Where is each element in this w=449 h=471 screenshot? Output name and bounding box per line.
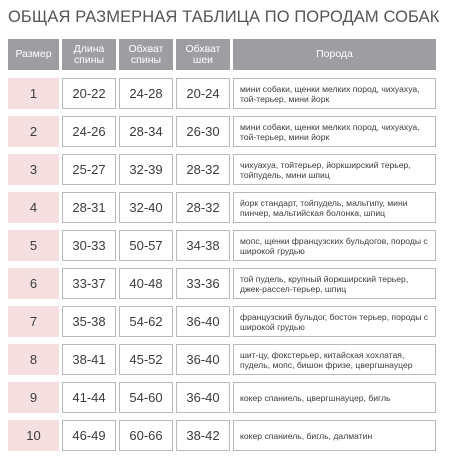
breed-cell: йорк стандарт, тойпудель, мальтипу, мини пинчер, мальтийская болонка, шпиц: [233, 192, 436, 223]
size-cell: 1: [8, 78, 59, 109]
size-cell: 2: [8, 116, 59, 147]
chest-cell: 60-66: [119, 420, 173, 451]
chest-cell: 45-52: [119, 344, 173, 375]
back-length-cell: 20-22: [62, 78, 116, 109]
header-size: Размер: [8, 39, 59, 70]
page-title: ОБЩАЯ РАЗМЕРНАЯ ТАБЛИЦА ПО ПОРОДАМ СОБАК: [8, 8, 440, 26]
neck-cell: 36-40: [176, 382, 230, 413]
header-breed: Порода: [233, 39, 436, 70]
breed-cell: кокер спаниель, бигль, далматин: [233, 420, 436, 451]
breed-cell: шит-цу, фокстерьер, китайская хохлатая, пудель, мопс, бишон фризе, цвергшнауцер: [233, 344, 436, 375]
back-length-cell: 28-31: [62, 192, 116, 223]
back-length-cell: 35-38: [62, 306, 116, 337]
size-cell: 7: [8, 306, 59, 337]
neck-cell: 20-24: [176, 78, 230, 109]
chest-cell: 32-39: [119, 154, 173, 185]
back-length-cell: 46-49: [62, 420, 116, 451]
size-cell: 4: [8, 192, 59, 223]
chest-cell: 54-62: [119, 306, 173, 337]
chest-cell: 24-28: [119, 78, 173, 109]
size-cell: 6: [8, 268, 59, 299]
chest-cell: 50-57: [119, 230, 173, 261]
header-back-length: Длина спины: [62, 39, 116, 70]
breed-cell: мини собаки, щенки мелких пород, чихуахуа, той-терьер, мини йорк: [233, 78, 436, 109]
breed-cell: мини собаки, щенки мелких пород, чихуахуа, той-терьер, мини йорк: [233, 116, 436, 147]
size-cell: 5: [8, 230, 59, 261]
breed-cell: мопс, щенки французских бульдогов, породы с широкой грудью: [233, 230, 436, 261]
back-length-cell: 41-44: [62, 382, 116, 413]
breed-cell: французский бульдог, бостон терьер, породы с широкой грудью: [233, 306, 436, 337]
size-cell: 3: [8, 154, 59, 185]
size-cell: 10: [8, 420, 59, 451]
neck-cell: 36-40: [176, 344, 230, 375]
back-length-cell: 24-26: [62, 116, 116, 147]
back-length-cell: 30-33: [62, 230, 116, 261]
back-length-cell: 25-27: [62, 154, 116, 185]
back-length-cell: 38-41: [62, 344, 116, 375]
size-cell: 9: [8, 382, 59, 413]
neck-cell: 28-32: [176, 154, 230, 185]
back-length-cell: 33-37: [62, 268, 116, 299]
neck-cell: 33-36: [176, 268, 230, 299]
neck-cell: 36-40: [176, 306, 230, 337]
breed-cell: кокер спаниель, цвергшнауцер, бигль: [233, 382, 436, 413]
chest-cell: 54-60: [119, 382, 173, 413]
header-neck: Обхват шеи: [176, 39, 230, 70]
neck-cell: 38-42: [176, 420, 230, 451]
chest-cell: 32-40: [119, 192, 173, 223]
breed-cell: той пудель, крупный йоркширский терьер, джек-рассел-терьер, шпиц: [233, 268, 436, 299]
header-chest: Обхват спины: [119, 39, 173, 70]
neck-cell: 26-30: [176, 116, 230, 147]
neck-cell: 34-38: [176, 230, 230, 261]
breed-cell: чихуахуа, тойтерьер, йоркширский терьер, тойпудель, мини шпиц: [233, 154, 436, 185]
size-cell: 8: [8, 344, 59, 375]
size-table: [8, 39, 436, 458]
chest-cell: 40-48: [119, 268, 173, 299]
neck-cell: 28-32: [176, 192, 230, 223]
chest-cell: 28-34: [119, 116, 173, 147]
